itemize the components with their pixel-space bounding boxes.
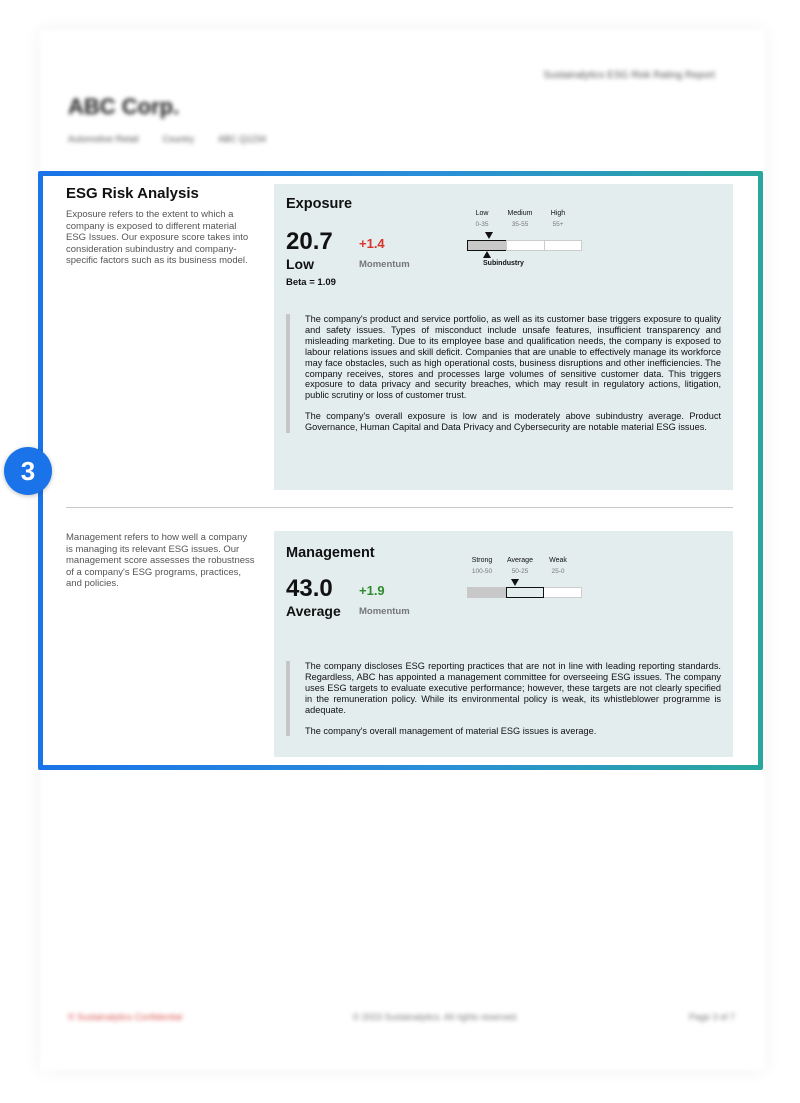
scale-range: 50-25 — [511, 568, 529, 575]
exposure-momentum-label: Momentum — [359, 259, 410, 270]
footer-center: © 2023 Sustainalytics. All rights reserved. — [352, 1012, 519, 1022]
management-bar — [467, 587, 582, 598]
bar-divider — [544, 240, 545, 251]
exposure-score: 20.7 — [286, 228, 333, 255]
score-marker-icon — [485, 232, 493, 239]
management-level: Average — [286, 603, 341, 619]
meta-item: Automotive Retail — [68, 134, 139, 144]
exposure-momentum-value: +1.4 — [359, 236, 385, 251]
exposure-bar-active — [467, 240, 507, 251]
management-paragraph: The company's overall management of material ESG issues is average. — [305, 725, 597, 736]
management-paragraph: The company discloses ESG reporting practices that are not in line with leading reporting standards. Regardless, ABC has appointed a management committee for overseeing ESG issues. The company uses ESG targets to evaluate executive performance; however, these targets are not clearly specified in the remuneration policy. While its environmental policy is weak, its whistleblower programme is adequate. — [305, 661, 721, 715]
meta-item: ABC Q1234 — [218, 134, 267, 144]
company-meta — [68, 134, 266, 144]
page-footer — [68, 1012, 735, 1022]
exposure-bar — [467, 240, 582, 251]
scale-header: Average — [507, 557, 533, 564]
management-bar-strong — [467, 587, 507, 598]
exposure-card — [274, 184, 733, 490]
section-title: ESG Risk Analysis — [66, 185, 199, 202]
management-card — [274, 531, 733, 757]
scale-range: 25-0 — [551, 568, 565, 575]
scale-range: 55+ — [552, 221, 564, 228]
management-momentum-value: +1.9 — [359, 583, 385, 598]
management-scale — [467, 557, 582, 598]
footer-right: Page 3 of 7 — [688, 1012, 735, 1022]
management-momentum-label: Momentum — [359, 606, 410, 617]
footer-left: © Sustainalytics Confidential — [68, 1012, 183, 1022]
management-description: Management refers to how well a company is managing its relevant ESG issues. Our management score assesses the robustness of a company's ESG programs, practices, and policies. — [66, 532, 255, 589]
section-divider — [66, 507, 733, 508]
report-title: Sustainalytics ESG Risk Rating Report — [543, 70, 715, 81]
scale-header: Weak — [549, 557, 567, 564]
scale-range: 35-55 — [511, 221, 529, 228]
scale-header: High — [550, 210, 566, 217]
company-name: ABC Corp. — [68, 94, 180, 119]
step-badge: 3 — [4, 447, 52, 495]
management-title: Management — [286, 545, 375, 561]
management-score: 43.0 — [286, 575, 333, 602]
bar-divider — [506, 240, 507, 251]
exposure-paragraph: The company's product and service portfolio, as well as its customer base triggers exposure to quality and safety issues. Types of misconduct include unsafe features, insufficient transparency and misleading marketing. Due to its employee base and qualification needs, the company is exposed to labour relations issues and skill deficit. Companies that are unable to effectively manage its workforce may face obstacles, such as high operational costs, business disruptions and other inefficiencies. The company receives, stores and processes large volumes of sensitive customer data. This triggers exposure to data privacy and security breaches, which may result in regulatory actions, litigation, public scrutiny or loss of customer trust. — [305, 314, 721, 401]
exposure-title: Exposure — [286, 196, 353, 212]
score-marker-icon — [511, 579, 519, 586]
scale-range: 100-50 — [471, 568, 493, 575]
management-text — [286, 661, 721, 736]
subindustry-label: Subindustry — [483, 260, 524, 267]
exposure-description: Exposure refers to the extent to which a company is exposed to different material ESG Issues. Our exposure score takes into consideration subindustry and company-specific factors such as its business model. — [66, 209, 249, 266]
exposure-beta: Beta = 1.09 — [286, 277, 336, 288]
meta-item: Country — [162, 134, 195, 144]
scale-header: Strong — [471, 557, 493, 564]
exposure-scale — [467, 210, 582, 267]
scale-header: Medium — [507, 210, 533, 217]
exposure-text — [286, 314, 721, 433]
scale-range: 0-35 — [475, 221, 489, 228]
subindustry-marker-icon — [483, 251, 491, 258]
exposure-level: Low — [286, 256, 314, 272]
scale-header: Low — [475, 210, 489, 217]
exposure-paragraph: The company's overall exposure is low and is moderately above subindustry average. Product Governance, Human Capital and Data Privacy and Cybersecurity are notable material ESG issues. — [305, 411, 721, 433]
management-bar-active — [506, 587, 544, 598]
